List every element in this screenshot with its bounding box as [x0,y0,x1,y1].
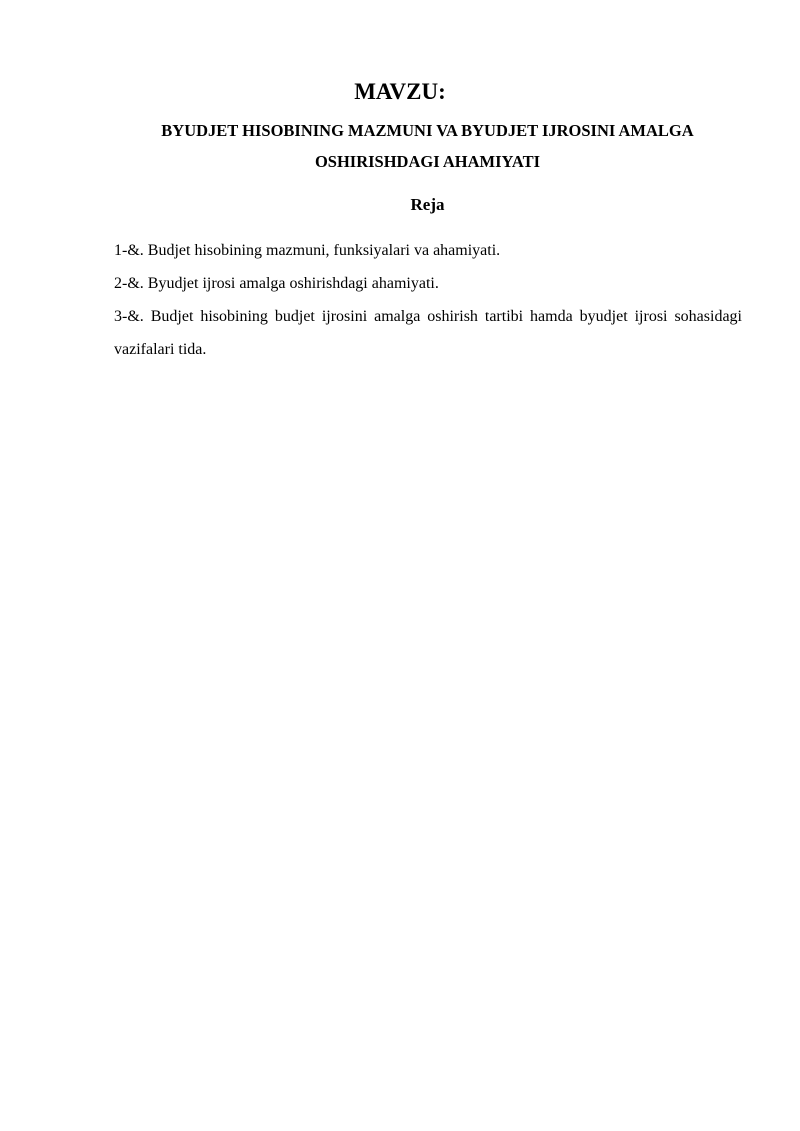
plan-item-2: 2-&. Byudjet ijrosi amalga oshirishdagi ahamiyati. [114,275,439,292]
page-subtitle: BYUDJET HISOBINING MAZMUNI VA BYUDJET IJROSINI AMALGA OSHIRISHDAGI AHAMIYATI [161,121,694,171]
plan-heading: Reja [410,195,445,214]
plan-item-1: 1-&. Budjet hisobining mazmuni, funksiyalari va ahamiyati. [114,242,501,259]
page-title: MAVZU: [354,79,446,104]
plan-list [114,234,742,366]
plan-item-3: 3-&. Budjet hisobining budjet ijrosini amalga oshirish tartibi hamda byudjet ijrosi sohasidagi vazifalari tida. [114,308,742,358]
